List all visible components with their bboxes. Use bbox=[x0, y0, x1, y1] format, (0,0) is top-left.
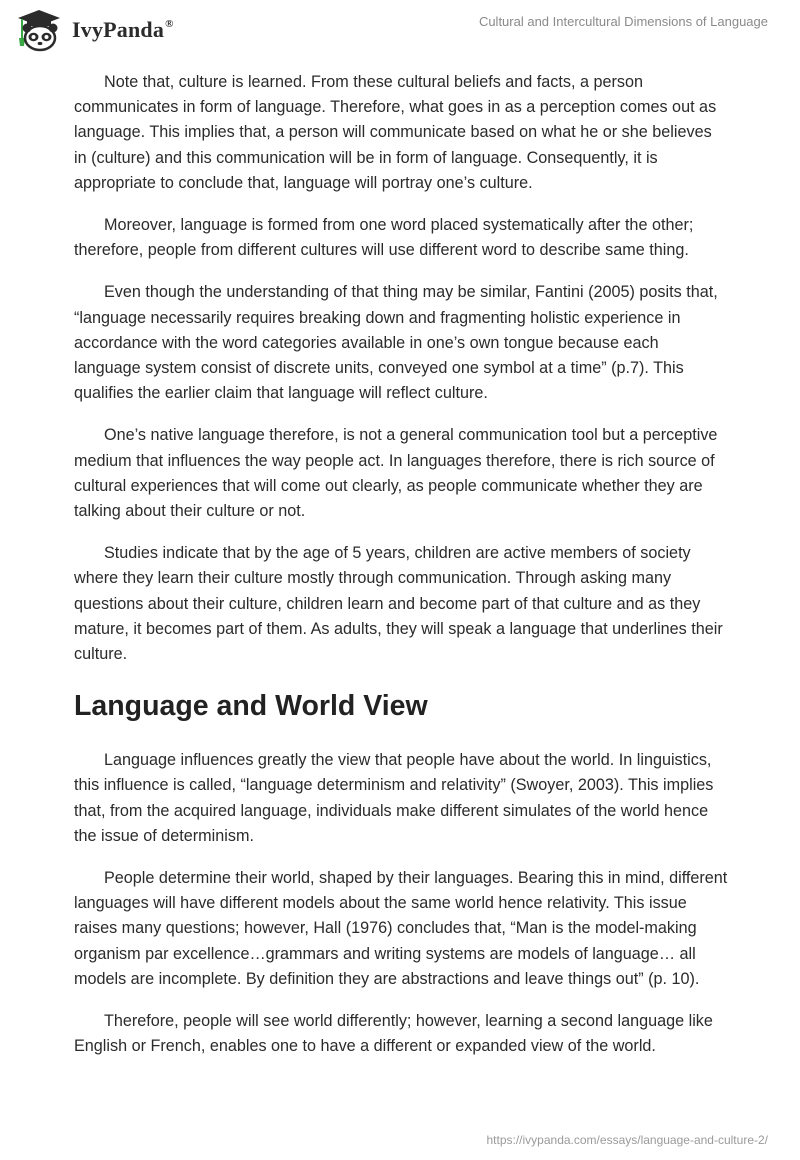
page-header bbox=[0, 0, 800, 60]
essay-content bbox=[74, 70, 728, 1077]
logo-wordmark bbox=[72, 17, 174, 43]
panda-graduate-icon bbox=[14, 8, 64, 52]
source-url[interactable]: https://ivypanda.com/essays/language-and-culture-2/ bbox=[486, 1133, 768, 1147]
paragraph-8: Therefore, people will see world differently; however, learning a second language like English or French, enables one to have a different or expanded view of the world. bbox=[74, 1012, 713, 1056]
logo-name: IvyPanda bbox=[72, 17, 165, 42]
paragraph-2: Moreover, language is formed from one word placed systematically after the other; therefore, people from different cultures will use different word to describe same thing. bbox=[74, 216, 694, 260]
document-title: Cultural and Intercultural Dimensions of Language bbox=[478, 14, 768, 29]
paragraph-5: Studies indicate that by the age of 5 years, children are active members of society where they learn their culture mostly through communication. Through asking many questions about their culture, children learn and become part of that culture and as they mature, it becomes part of them. As adults, they will speak a language that underlines their culture. bbox=[74, 544, 723, 664]
section-heading: Language and World View bbox=[74, 690, 428, 723]
ivypanda-logo[interactable] bbox=[14, 8, 174, 52]
registered-mark: ® bbox=[165, 18, 174, 30]
paragraph-1: Note that, culture is learned. From these cultural beliefs and facts, a person communicates in form of language. Therefore, what goes in as a perception comes out as language. This implies that, a person will communicate based on what he or she believes in (culture) and this communication will be in form of language. Consequently, it is appropriate to conclude that, language will portray one’s culture. bbox=[74, 73, 717, 192]
paragraph-3: Even though the understanding of that thing may be similar, Fantini (2005) posits that, “language necessarily requires breaking down and fragmenting holistic experience in accordance with the word categories available in one’s own tongue because each language system consist of discrete units, conveyed one symbol at a time” (p.7). This qualifies the earlier claim that language will reflect culture. bbox=[74, 283, 718, 403]
paragraph-4: One’s native language therefore, is not a general communication tool but a perceptive medium that influences the way people act. In languages therefore, there is rich source of cultural experiences that will come out clearly, as people communicate whether they are talking about their culture or not. bbox=[74, 426, 718, 521]
paragraph-6: Language influences greatly the view that people have about the world. In linguistics, this influence is called, “language determinism and relativity” (Swoyer, 2003). This implies that, from the acquired language, individuals make different simulates of the world hence the issue of determinism. bbox=[74, 751, 714, 845]
paragraph-7: People determine their world, shaped by their languages. Bearing this in mind, different languages will have different models about the same world hence relativity. This issue raises many questions; however, Hall (1976) concludes that, “Man is the model-making organism par excellence…grammars and writing systems are models of language… all models are incomplete. By definition they are abstractions and leave things out” (p. 10). bbox=[74, 869, 728, 988]
